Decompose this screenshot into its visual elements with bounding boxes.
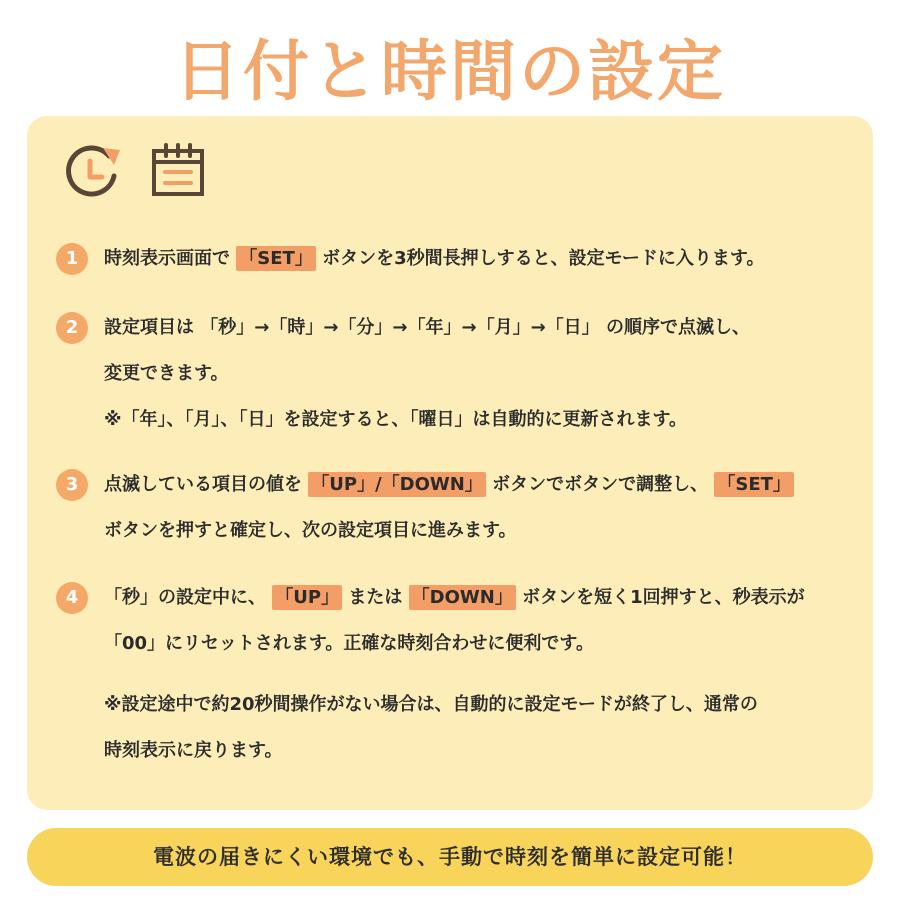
step-3 — [65, 462, 864, 554]
step-number-badge: 4 — [56, 582, 88, 614]
set-button-label: 「SET」 — [714, 472, 794, 497]
step-4 — [65, 575, 864, 667]
step-line: 「秒」の設定中に、 「UP」 または 「DOWN」 ボタンを短く1回押すと、秒表示が — [104, 587, 805, 608]
step-1 — [65, 236, 864, 282]
clock-arrow-icon — [62, 142, 124, 204]
icon-row — [62, 142, 206, 204]
step-line: 設定項目は 「秒」→「時」→「分」→「年」→「月」→「日」 の順序で点滅し、 — [104, 317, 750, 338]
page-title: 日付と時間の設定 — [174, 32, 726, 110]
timeout-note — [104, 682, 864, 774]
feature-banner: 電波の届きにくい環境でも、手動で時刻を簡単に設定可能！ — [27, 828, 873, 886]
step-note: ※「年」、「月」、「日」を設定すると、「曜日」は自動的に更新されます。 — [104, 409, 688, 430]
step-line: 時刻表示画面で 「SET」 ボタンを3秒間長押しすると、設定モードに入ります。 — [104, 248, 765, 269]
step-line: 点滅している項目の値を 「UP」/「DOWN」 ボタンでボタンで調整し、 「SET」 — [104, 462, 864, 508]
note-line: ※設定途中で約20秒間操作がない場合は、自動的に設定モードが終了し、通常の — [104, 694, 758, 715]
step-line: 変更できます。 — [104, 363, 229, 384]
step-number-badge: 3 — [56, 469, 88, 501]
step-number-badge: 2 — [56, 312, 88, 344]
calendar-icon — [150, 142, 206, 198]
step-line: 「00」にリセットされます。正確な時刻合わせに便利です。 — [104, 633, 594, 654]
up-button-label: 「UP」 — [272, 585, 342, 610]
up-down-button-label: 「UP」/「DOWN」 — [308, 472, 486, 497]
down-button-label: 「DOWN」 — [409, 585, 516, 610]
step-line: ボタンを押すと確定し、次の設定項目に進みます。 — [104, 520, 517, 541]
step-number-badge: 1 — [56, 243, 88, 275]
note-line: 時刻表示に戻ります。 — [104, 740, 283, 761]
set-button-label: 「SET」 — [236, 246, 316, 271]
step-2 — [65, 305, 864, 443]
